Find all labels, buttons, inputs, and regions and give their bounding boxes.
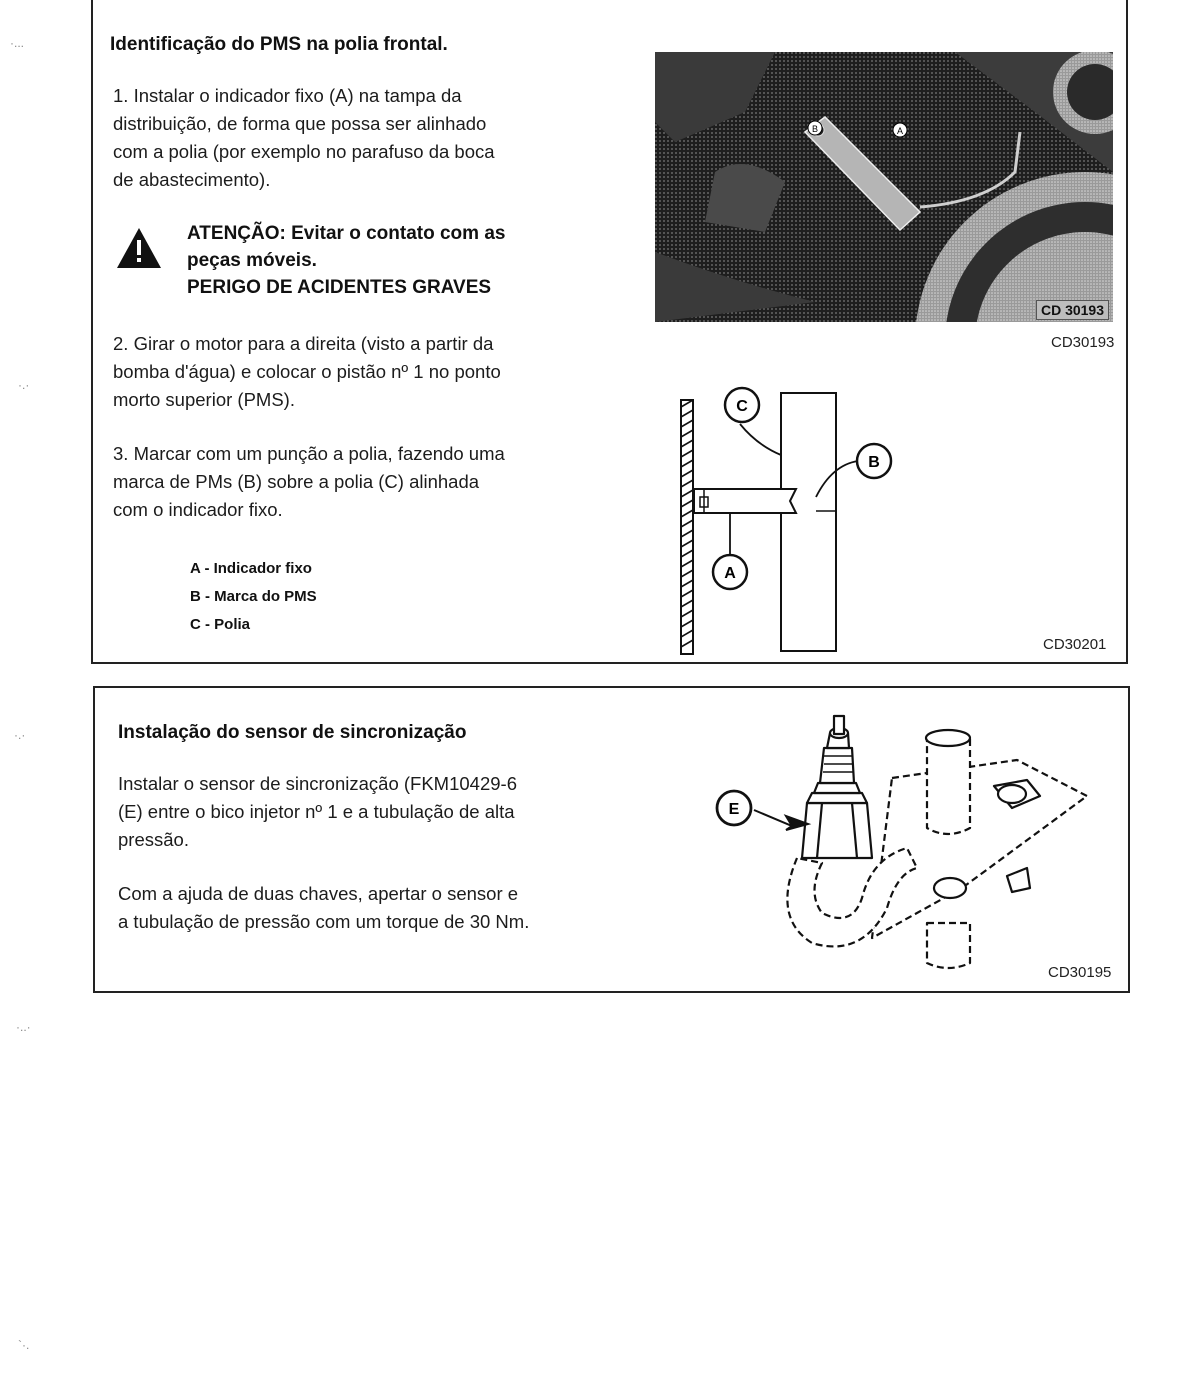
scan-speck: ·..· [16, 1020, 31, 1034]
warning-line: PERIGO DE ACIDENTES GRAVES [187, 277, 492, 298]
photo-caption: CD30193 [1051, 334, 1115, 351]
section-title: Instalação do sensor de sincronização [118, 722, 467, 743]
engine-photo-drawing [655, 52, 1113, 322]
step-3-line: com o indicador fixo. [113, 499, 283, 520]
sync-sensor-diagram [712, 708, 1097, 976]
torque-paragraph [118, 880, 529, 936]
step-1-line: com a polia (por exemplo no parafuso da boca [113, 141, 495, 162]
install-line: pressão. [118, 829, 189, 850]
legend [190, 555, 317, 639]
step-2 [113, 330, 501, 414]
warning-triangle-icon [115, 226, 163, 270]
scan-speck: ·.· [18, 378, 30, 392]
callout-c-label: C [736, 398, 748, 415]
callout-e-label: E [728, 801, 740, 818]
warning-line: ATENÇÃO: Evitar o contato com as [187, 223, 506, 244]
step-2-line: morto superior (PMS). [113, 389, 295, 410]
engine-photo [655, 52, 1113, 322]
step-1 [113, 82, 495, 194]
install-line: Instalar o sensor de sincronização (FKM10429-6 [118, 773, 517, 794]
pulley-indicator-diagram [672, 385, 912, 657]
step-3 [113, 440, 505, 524]
scan-speck: `·. [18, 1338, 30, 1352]
warning-message [187, 220, 505, 301]
install-line: (E) entre o bico injetor nº 1 e a tubulação de alta [118, 801, 515, 822]
section-title: Identificação do PMS na polia frontal. [110, 34, 448, 55]
step-3-line: 3. Marcar com um punção a polia, fazendo uma [113, 443, 505, 464]
step-1-line: distribuição, de forma que possa ser alinhado [113, 113, 487, 134]
warning-line: peças móveis. [187, 250, 317, 271]
callout-a-label: A [724, 565, 736, 582]
torque-line: a tubulação de pressão com um torque de 30 Nm. [118, 911, 530, 932]
photo-label-b: B [811, 124, 819, 134]
scan-speck: ·... [10, 36, 24, 50]
step-3-line: marca de PMs (B) sobre a polia (C) alinhada [113, 471, 480, 492]
step-1-line: 1. Instalar o indicador fixo (A) na tampa da [113, 85, 462, 106]
legend-item: C - Polia [190, 616, 251, 633]
step-2-line: bomba d'água) e colocar o pistão nº 1 no ponto [113, 361, 501, 382]
legend-item: B - Marca do PMS [190, 588, 317, 605]
callout-b-label: B [868, 454, 880, 471]
step-2-line: 2. Girar o motor para a direita (visto a partir da [113, 333, 494, 354]
step-1-line: de abastecimento). [113, 169, 271, 190]
sensor-diagram-caption: CD30195 [1048, 964, 1112, 981]
scan-speck: ·.· [14, 728, 26, 742]
photo-code-tag: CD 30193 [1036, 300, 1109, 320]
diagram-caption: CD30201 [1043, 636, 1107, 653]
photo-label-a: A [896, 126, 904, 136]
legend-item: A - Indicador fixo [190, 560, 312, 577]
install-paragraph [118, 770, 517, 854]
torque-line: Com a ajuda de duas chaves, apertar o sensor e [118, 883, 519, 904]
